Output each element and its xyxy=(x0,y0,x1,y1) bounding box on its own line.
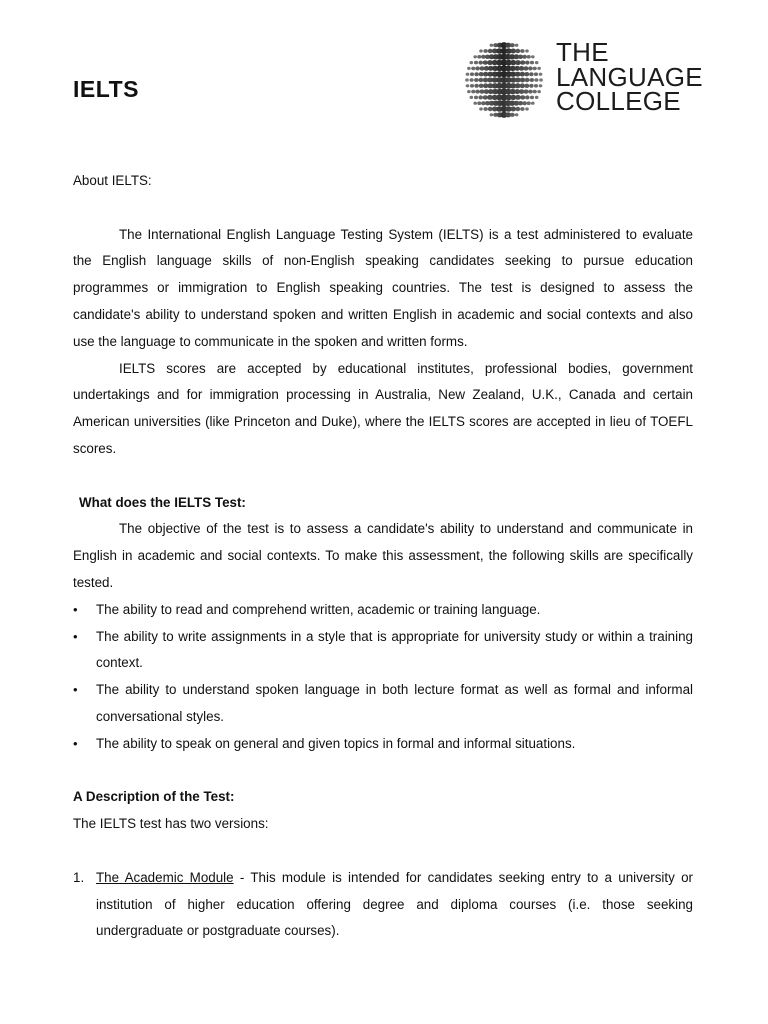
globe-dot xyxy=(537,67,541,70)
globe-dot xyxy=(525,78,530,82)
globe-dot xyxy=(510,113,515,117)
logo-line-1: THE xyxy=(556,37,609,67)
globe-dot xyxy=(528,90,533,94)
globe-dot xyxy=(535,96,539,99)
globe-dot xyxy=(539,73,543,76)
globe-dot xyxy=(525,107,529,110)
globe-dot xyxy=(534,78,538,82)
globe-dot xyxy=(478,78,483,82)
bullet-icon: • xyxy=(73,628,78,644)
bullet-icon: • xyxy=(73,735,78,751)
globe-dot xyxy=(522,55,527,59)
language-college-logo xyxy=(460,37,710,120)
globe-dot xyxy=(530,61,534,65)
globe-dot xyxy=(479,107,483,110)
globe-dot xyxy=(534,84,538,88)
globe-dot xyxy=(520,107,524,111)
test-paragraph: The objective of the test is to assess a candidate's ability to understand and communicate in English in academic and social contexts. To make this assessment, the following skills are specifically tested. xyxy=(73,521,693,590)
globe-dot xyxy=(510,107,516,112)
globe-dot xyxy=(515,49,520,53)
globe-dot xyxy=(510,43,515,47)
modules-list xyxy=(73,865,693,945)
globe-dot xyxy=(490,44,494,47)
globe-dot xyxy=(520,95,525,99)
globe-dot xyxy=(525,95,530,99)
globe-dot xyxy=(466,73,470,76)
module-description: - This module is intended for candidates seeking entry to a university or institution of higher education offering degree and diploma courses (i.e. those seeking undergraduate or postgraduate courses). xyxy=(96,869,693,939)
globe-dot xyxy=(527,55,531,59)
globe-dot xyxy=(470,72,474,76)
list-item xyxy=(73,731,693,758)
globe-dot xyxy=(531,55,535,58)
description-intro: The IELTS test has two versions: xyxy=(73,816,269,832)
list-item xyxy=(73,624,693,678)
globe-dot xyxy=(471,67,475,71)
globe-dot xyxy=(466,84,470,87)
globe-dot xyxy=(483,95,488,99)
globe-dot xyxy=(525,61,530,65)
globe-dot xyxy=(474,78,479,82)
globe-dots-icon xyxy=(460,40,552,120)
globe-dot xyxy=(530,78,535,82)
globe-dot xyxy=(524,72,529,76)
page-title: IELTS xyxy=(73,76,139,102)
globe-dot xyxy=(534,72,538,76)
about-heading: About IELTS: xyxy=(73,173,152,188)
globe-dot xyxy=(529,84,534,88)
globe-dot xyxy=(490,113,494,116)
list-item-text: The ability to speak on general and given topics in formal and informal situations. xyxy=(96,735,576,751)
globe-dot xyxy=(527,101,531,105)
globe-dot xyxy=(483,107,487,111)
globe-dot xyxy=(520,72,525,77)
list-item-text: The ability to understand spoken language in both lecture format as well as formal and informal conversational styles. xyxy=(96,682,693,724)
globe-dot xyxy=(479,49,483,52)
list-item xyxy=(73,597,693,624)
globe-dot xyxy=(473,55,477,58)
globe-dot xyxy=(524,89,529,93)
globe-dot xyxy=(528,66,533,70)
bullet-icon: • xyxy=(73,601,78,617)
globe-dot xyxy=(471,90,475,94)
globe-dot xyxy=(515,60,521,65)
logo-line-3: COLLEGE xyxy=(556,86,681,116)
about-paragraph-1: The International English Language Testing System (IELTS) is a test administered to evaluate the English language skills of non-English speaking candidates seeking to pursue education programmes or immigration to English speaking countries. The test is designed to assess the candidate's ability to understand spoken and written English in academic and social contexts and also use the language to communicate in the spoken and written forms. xyxy=(73,226,693,349)
globe-dot xyxy=(515,113,519,116)
globe-dot xyxy=(519,89,524,94)
globe-dot xyxy=(483,49,487,53)
globe-dot xyxy=(520,49,524,53)
globe-dot xyxy=(539,78,543,81)
globe-dot xyxy=(519,66,524,71)
globe-dot xyxy=(533,90,537,94)
globe-dot xyxy=(467,67,471,70)
globe-dot xyxy=(520,78,525,83)
globe-dot xyxy=(479,84,484,88)
globe-dot xyxy=(474,61,478,65)
globe-dot xyxy=(530,96,534,100)
globe-dot xyxy=(510,49,516,54)
document-body xyxy=(73,168,693,945)
globe-dot xyxy=(477,101,481,105)
list-item xyxy=(73,865,693,945)
globe-dot xyxy=(478,95,483,99)
globe-dot xyxy=(515,44,519,47)
about-paragraph-2: IELTS scores are accepted by educational institutes, professional bodies, government undertakings and for immigration processing in Australia, New Zealand, U.K., Canada and certain American universities (like Princeton and Duke), where the IELTS scores are accepted in lieu of TOEFL scores. xyxy=(73,360,693,456)
globe-dot xyxy=(515,95,521,100)
globe-dot xyxy=(474,96,478,100)
globe-dot xyxy=(479,72,484,76)
globe-dot xyxy=(533,67,537,71)
list-item xyxy=(73,677,693,731)
globe-dot xyxy=(467,90,471,93)
list-item-text: The ability to read and comprehend written, academic or training language. xyxy=(96,601,541,617)
globe-dot xyxy=(515,107,520,111)
globe-dot xyxy=(470,61,474,64)
module-name: The Academic Module xyxy=(96,869,234,885)
globe-dot xyxy=(520,60,525,64)
description-heading: A Description of the Test: xyxy=(73,789,235,805)
skills-list xyxy=(73,597,693,758)
list-item-text: The ability to write assignments in a style that is appropriate for university study or within a training context. xyxy=(96,628,693,671)
globe-dot xyxy=(465,78,469,81)
test-heading: What does the IELTS Test: xyxy=(79,494,246,510)
globe-dot xyxy=(525,49,529,52)
globe-dot xyxy=(478,61,483,65)
globe-dot xyxy=(539,84,543,87)
globe-dot xyxy=(535,61,539,64)
logo-line-2: LANGUAGE xyxy=(556,61,703,92)
globe-dot xyxy=(537,90,541,93)
globe-dot xyxy=(522,101,527,105)
globe-dot xyxy=(470,78,474,82)
globe-dot xyxy=(475,90,480,94)
globe-dot xyxy=(474,84,479,88)
globe-dot xyxy=(473,102,477,105)
globe-dot xyxy=(529,72,534,76)
globe-dot xyxy=(470,96,474,99)
globe-dot xyxy=(470,84,474,88)
globe-dot xyxy=(477,55,481,59)
globe-dot xyxy=(531,102,535,105)
list-item-number: 1. xyxy=(73,869,85,885)
globe-dot xyxy=(483,60,488,64)
globe-dot xyxy=(475,66,480,70)
bullet-icon: • xyxy=(73,682,78,698)
globe-dot xyxy=(524,66,529,70)
globe-dot xyxy=(520,83,525,88)
globe-dot xyxy=(474,72,479,76)
globe-dot xyxy=(524,84,529,88)
